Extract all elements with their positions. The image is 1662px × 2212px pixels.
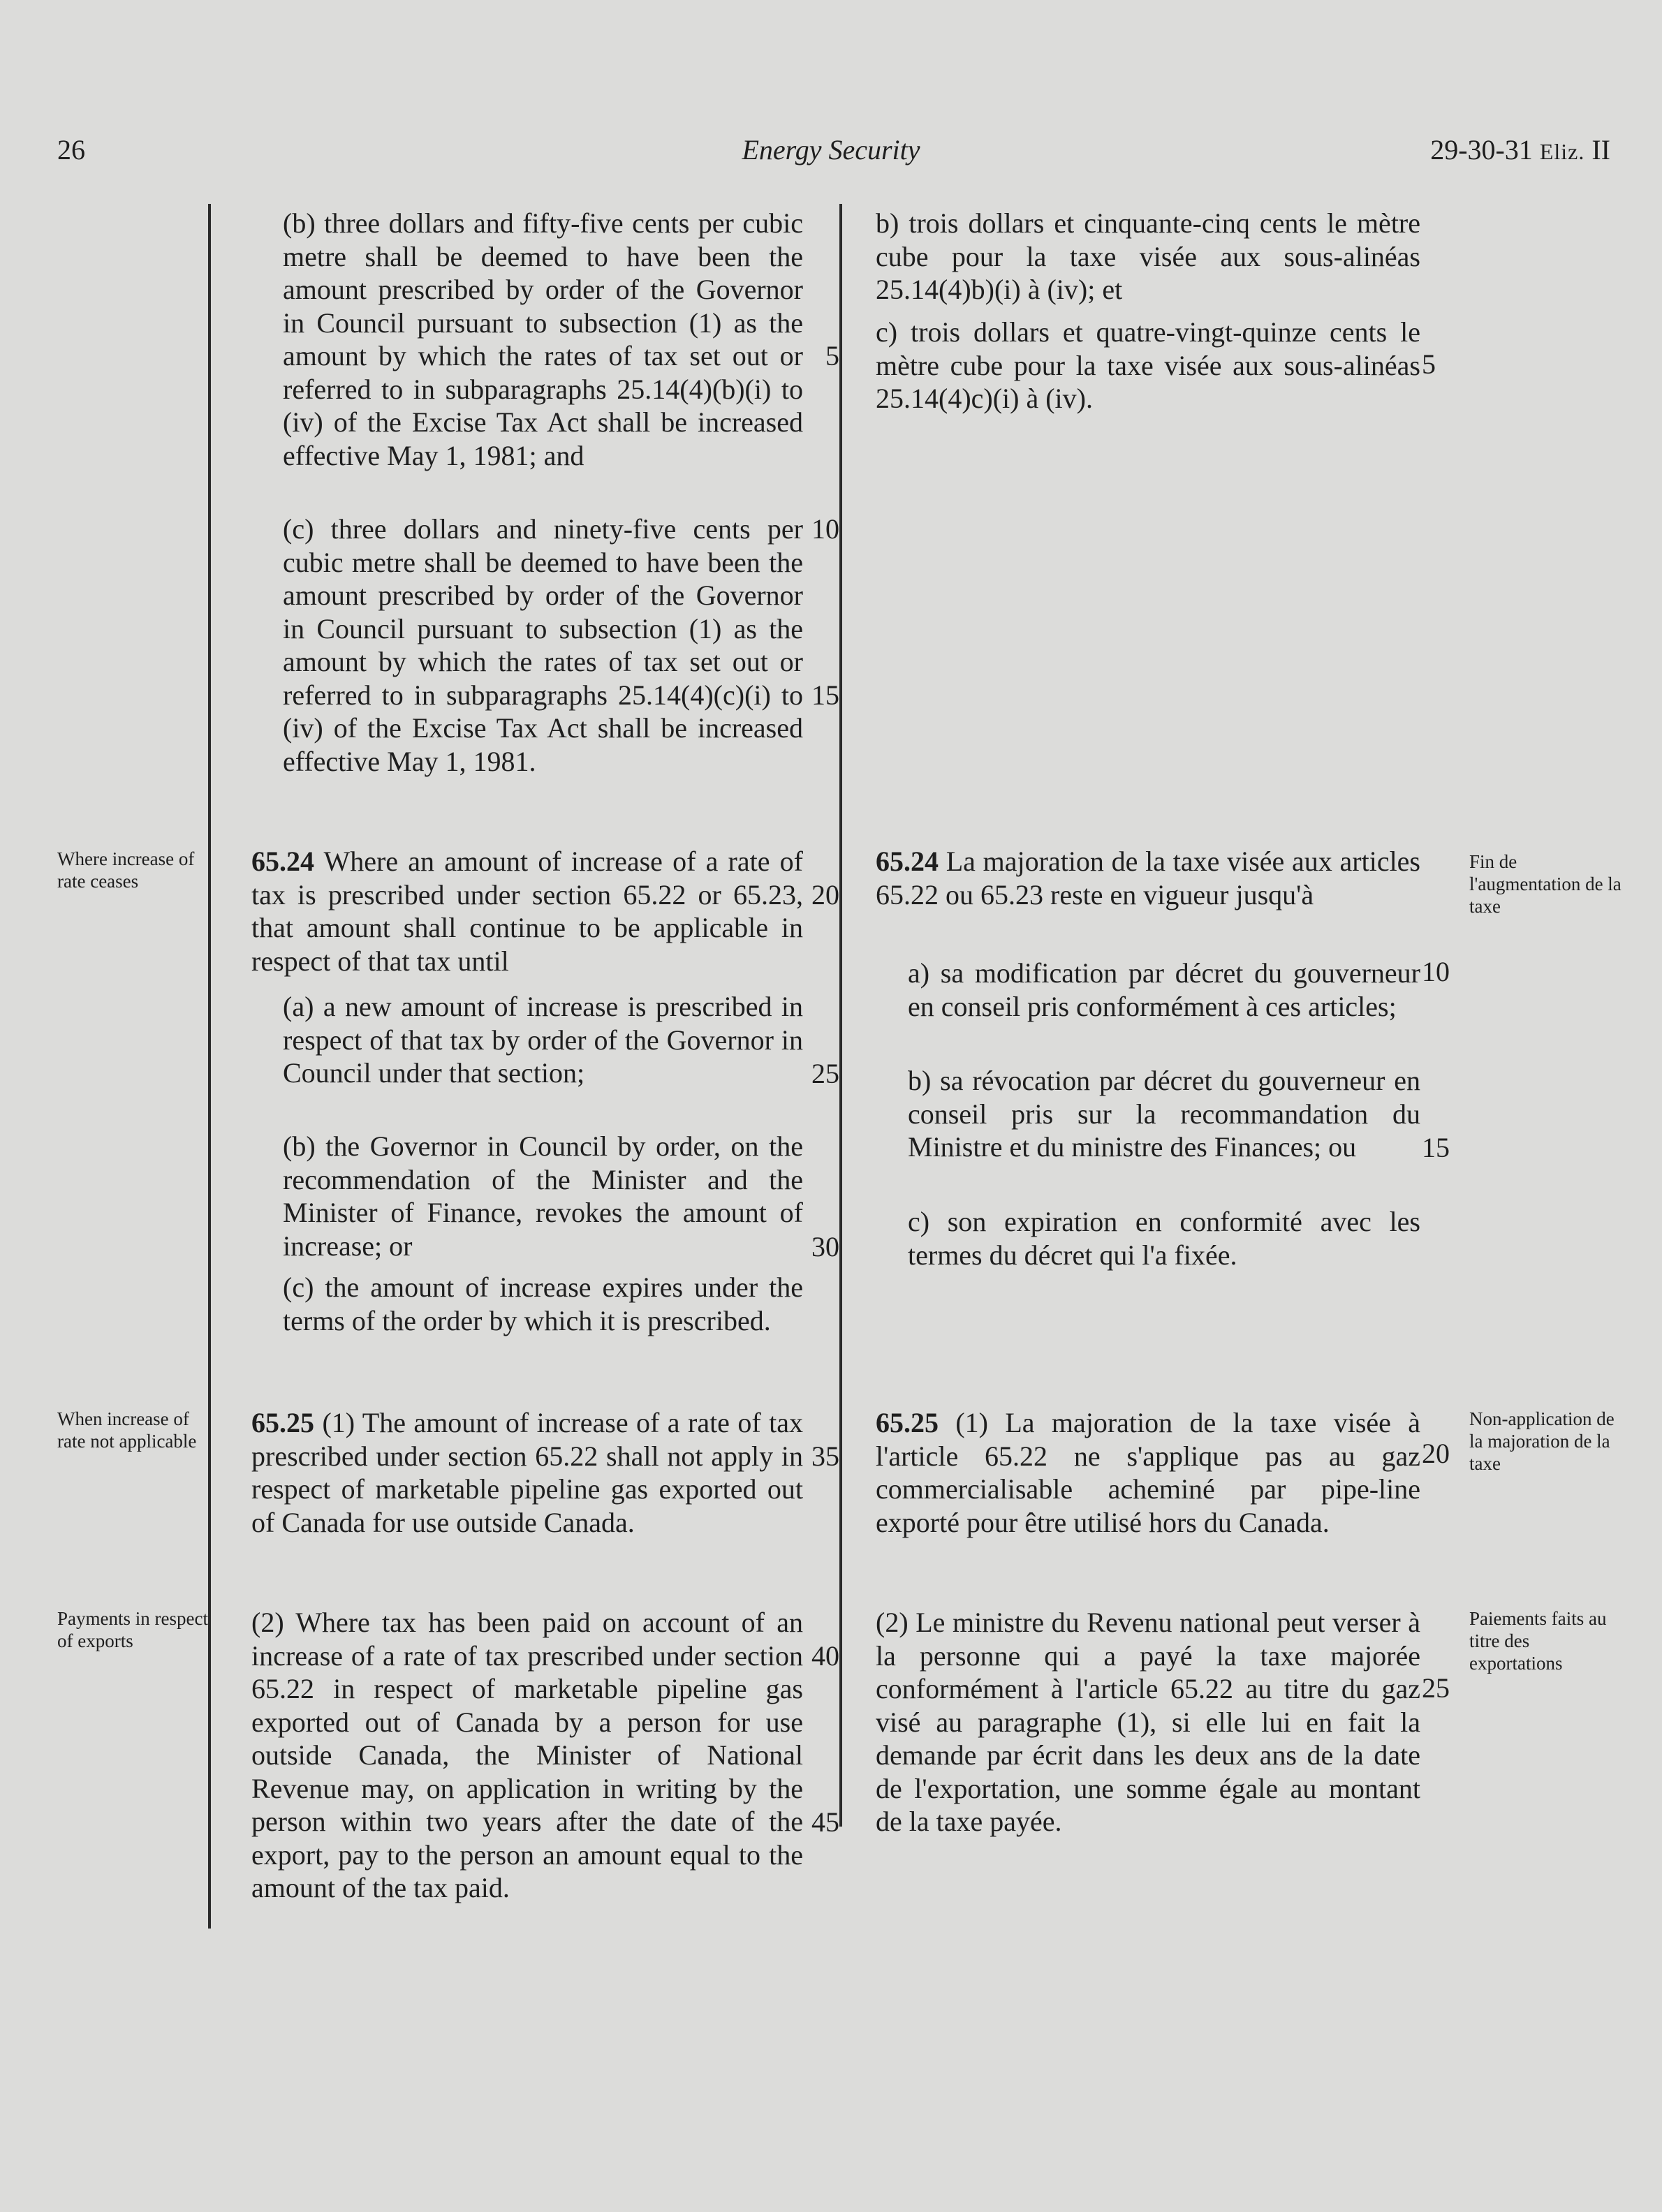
- margin-note-paiements-exportations: Paiements faits au titre des exportations: [1469, 1608, 1607, 1674]
- eng-65-24-b: (b) the Governor in Council by order, on the recommendation of the Minister and the Minister of Finance, revokes the amount of increase; or: [283, 1130, 803, 1262]
- fr-line-number: 10: [1422, 956, 1450, 987]
- fr-section-65-25-2: (2) Le ministre du Revenu national peut verser à la personne qui a payé la taxe majorée conformément à l'article 65.22 au titre du gaz visé au paragraphe (1), si elle lui en fait la demande par écrit dans les deux ans de la date de l'exportation, une somme égale au montant de la taxe payée.: [876, 1607, 1420, 1837]
- eng-section-65-24: 65.24 Where an amount of increase of a rate of tax is prescribed under section 65.22 or 65.23, that amount shall continue to be applicable in respect of that tax until: [251, 846, 803, 977]
- eng-para-c: (c) three dollars and ninety-five cents per cubic metre shall be deemed to have been the amount prescribed by order of the Governor in Council pursuant to subsection (1) as the amount by which the rates of tax set out or referred to in subparagraphs 25.14(4)(c)(i) to (iv) of the Excise Tax Act shall be increased effective May 1, 1981.: [283, 513, 803, 777]
- margin-note-where-increase-ceases: Where increase of rate ceases: [57, 848, 195, 892]
- fr-line-number: 20: [1422, 1438, 1450, 1469]
- eng-para-b: (b) three dollars and fifty-five cents per cubic metre shall be deemed to have been the amount prescribed by order of the Governor in Council pursuant to subsection (1) as the amount by which the rates of tax set out or referred to in subparagraphs 25.14(4)(b)(i) to (iv) of the Excise Tax Act shall be increased effective May 1, 1981; and: [283, 207, 803, 471]
- regnal-prefix: 29-30-31: [1430, 134, 1540, 165]
- regnal-year: [1430, 133, 1610, 169]
- left-column-rule: [208, 204, 211, 1929]
- eng-line-number: 10: [811, 513, 839, 545]
- fr-section-65-25-1: 65.25 (1) La majoration de la taxe visée à l'article 65.22 ne s'applique pas au gaz commercialisable acheminé par pipe-line exporté pour être utilisé hors du Canada.: [876, 1407, 1420, 1538]
- eng-section-number-65-25: 65.25: [251, 1407, 314, 1438]
- fr-65-24-b: b) sa révocation par décret du gouverneur en conseil pris sur la recommandation du Ministre et du ministre des Finances; ou: [908, 1065, 1420, 1163]
- margin-note-payments-exports: Payments in respect of exports: [57, 1608, 208, 1651]
- eng-line-number: 25: [811, 1058, 839, 1089]
- eng-line-number: 30: [811, 1231, 839, 1262]
- page-number: 26: [57, 134, 85, 165]
- eng-line-number: 35: [811, 1440, 839, 1472]
- fr-line-number: 5: [1422, 348, 1436, 380]
- eng-line-number: 45: [811, 1806, 839, 1838]
- margin-note-fin-augmentation: Fin de l'augmentation de la taxe: [1469, 851, 1621, 917]
- eng-section-65-25-1: 65.25 (1) The amount of increase of a rate of tax prescribed under section 65.22 shall not apply in respect of marketable pipeline gas exported out of Canada for use outside Canada.: [251, 1407, 803, 1538]
- eng-line-number: 20: [811, 879, 839, 910]
- margin-note-when-not-applicable: When increase of rate not applicable: [57, 1408, 197, 1452]
- margin-note-non-application: Non-application de la majoration de la taxe: [1469, 1408, 1615, 1474]
- fr-para-c: c) trois dollars et quatre-vingt-quinze cents le mètre cube pour la taxe visée aux sous-alinéas 25.14(4)c)(i) à (iv).: [876, 316, 1420, 414]
- fr-para-b: b) trois dollars et cinquante-cinq cents le mètre cube pour la taxe visée aux sous-alinéas 25.14(4)b)(i) à (iv); et: [876, 207, 1420, 305]
- running-title: Energy Security: [742, 134, 920, 165]
- fr-65-24-a: a) sa modification par décret du gouverneur en conseil pris conformément à ces articles;: [908, 957, 1420, 1022]
- fr-line-number: 15: [1422, 1132, 1450, 1163]
- fr-section-number-65-24: 65.24: [876, 846, 939, 877]
- center-column-rule: [839, 204, 842, 1827]
- fr-line-number: 25: [1422, 1672, 1450, 1704]
- eng-65-24-a: (a) a new amount of increase is prescribed in respect of that tax by order of the Governor in Council under that section;: [283, 991, 803, 1089]
- eng-line-number: 5: [825, 340, 839, 371]
- eng-65-24-c: (c) the amount of increase expires under the terms of the order by which it is prescribed.: [283, 1271, 803, 1336]
- eng-section-number-65-24: 65.24: [251, 846, 314, 877]
- regnal-suffix: II: [1584, 134, 1610, 165]
- eng-line-number: 15: [811, 679, 839, 711]
- fr-section-number-65-25: 65.25: [876, 1407, 939, 1438]
- regnal-eliz: Eliz.: [1539, 139, 1585, 164]
- eng-section-65-25-2: (2) Where tax has been paid on account of an increase of a rate of tax prescribed under section 65.22 in respect of marketable pipeline gas exported out of Canada by a person for use outside Canada, the Minister of National Revenue may, on application in writing by the person within two years after the date of the export, pay to the person an amount equal to the amount of the tax paid.: [251, 1607, 803, 1903]
- fr-section-65-24: 65.24 La majoration de la taxe visée aux articles 65.22 ou 65.23 reste en vigueur jusqu'à: [876, 846, 1420, 910]
- eng-line-number: 40: [811, 1640, 839, 1672]
- fr-65-24-c: c) son expiration en conformité avec les termes du décret qui l'a fixée.: [908, 1206, 1420, 1271]
